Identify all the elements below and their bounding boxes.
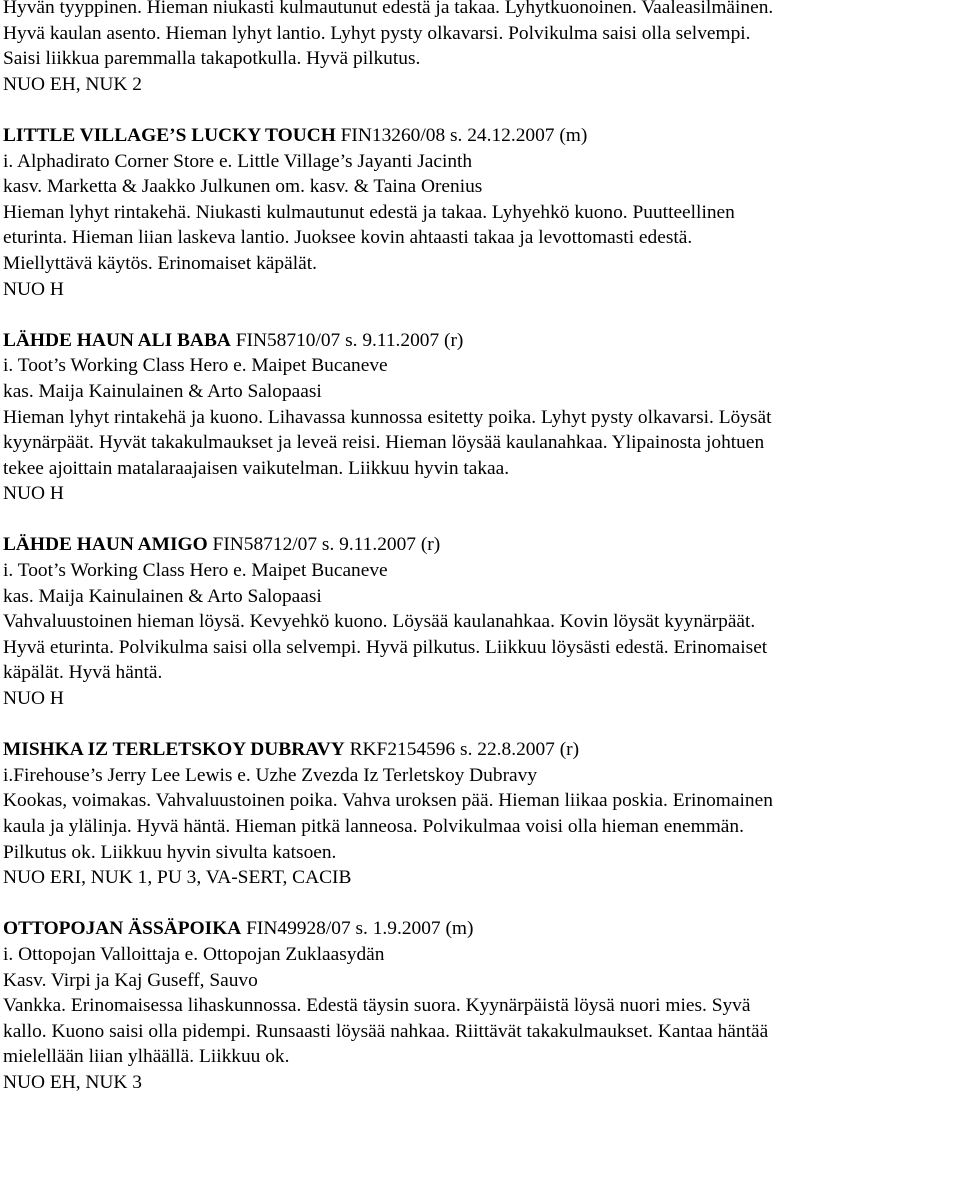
spacer: [3, 891, 958, 917]
critique-line: Vankka. Erinomaisessa lihaskunnossa. Edestä täysin suora. Kyynärpäistä löysä nuori mies. Syvä: [3, 995, 751, 1017]
breeder-line: kasv. Marketta & Jaakko Julkunen om. kasv. & Taina Orenius: [3, 176, 483, 198]
parents-line: i. Toot’s Working Class Hero e. Maipet Bucaneve: [3, 355, 388, 377]
critique-line: mielellään liian ylhäällä. Liikkuu ok.: [3, 1046, 290, 1068]
breeder-line: kas. Maija Kainulainen & Arto Salopaasi: [3, 585, 322, 607]
result-line: NUO H: [3, 278, 64, 300]
spacer: [3, 712, 958, 738]
critique-line: Pilkutus ok. Liikkuu hyvin sivulta katsoen.: [3, 841, 337, 863]
text-line: Hyvä kaulan asento. Hieman lyhyt lantio. Lyhyt pysty olkavarsi. Polvikulma saisi olla selvempi.: [3, 22, 751, 44]
dog-name: OTTOPOJAN ÄSSÄPOIKA: [3, 918, 242, 940]
dog-name: LÄHDE HAUN ALI BABA: [3, 329, 231, 351]
registration-info: RKF2154596 s. 22.8.2007 (r): [344, 739, 580, 761]
text-line: Hyvän tyyppinen. Hieman niukasti kulmautunut edestä ja takaa. Lyhytkuonoinen. Vaaleasilmäinen.: [3, 0, 774, 18]
entry-heading: [3, 737, 958, 763]
dog-entry: [3, 328, 958, 507]
entry-heading: [3, 123, 958, 149]
critique-line: eturinta. Hieman liian laskeva lantio. Juoksee kovin ahtaasti takaa ja levottomasti edestä.: [3, 227, 693, 249]
breeder-line: Kasv. Virpi ja Kaj Guseff, Sauvo: [3, 969, 258, 991]
critique-line: käpälät. Hyvä häntä.: [3, 662, 163, 684]
critique-line: Hyvä eturinta. Polvikulma saisi olla selvempi. Hyvä pilkutus. Liikkuu löysästi edestä. Erinomaiset: [3, 636, 768, 658]
parents-line: i. Toot’s Working Class Hero e. Maipet Bucaneve: [3, 560, 388, 582]
result-line: NUO ERI, NUK 1, PU 3, VA-SERT, CACIB: [3, 867, 352, 889]
text-line: Saisi liikkua paremmalla takapotkulla. Hyvä pilkutus.: [3, 48, 421, 70]
spacer: [3, 507, 958, 533]
dog-name: LITTLE VILLAGE’S LUCKY TOUCH: [3, 124, 336, 146]
dog-name: MISHKA IZ TERLETSKOY DUBRAVY: [3, 739, 345, 761]
spacer: [3, 302, 958, 328]
dog-entry: [3, 123, 958, 302]
critique-line: Hieman lyhyt rintakehä. Niukasti kulmautunut edestä ja takaa. Lyhyehkö kuono. Puutteellinen: [3, 201, 735, 223]
critique-line: kaula ja ylälinja. Hyvä häntä. Hieman pitkä lanneosa. Polvikulmaa voisi olla hieman enemmän.: [3, 816, 744, 837]
critique-line: tekee ajoittain matalaraajaisen vaikutelman. Liikkuu hyvin takaa.: [3, 457, 510, 479]
parents-line: i. Ottopojan Valloittaja e. Ottopojan Zuklaasydän: [3, 943, 385, 965]
critique-line: kallo. Kuono saisi olla pidempi. Runsaasti löysää nahkaa. Riittävät takakulmaukset. Kantaa häntää: [3, 1020, 769, 1042]
registration-info: FIN13260/08 s. 24.12.2007 (m): [335, 124, 588, 146]
critique-line: kyynärpäät. Hyvät takakulmaukset ja leveä reisi. Hieman löysää kaulanahkaa. Ylipainosta johtuen: [3, 432, 765, 454]
registration-info: FIN58712/07 s. 9.11.2007 (r): [207, 534, 441, 556]
dog-entry: [3, 532, 958, 711]
registration-info: FIN49928/07 s. 1.9.2007 (m): [241, 918, 474, 940]
parents-line: i.Firehouse’s Jerry Lee Lewis e. Uzhe Zvezda Iz Terletskoy Dubravy: [3, 764, 538, 786]
critique-line: Vahvaluustoinen hieman löysä. Kevyehkö kuono. Löysää kaulanahkaa. Kovin löysät kyynärpäät.: [3, 611, 756, 633]
result-line: NUO H: [3, 483, 64, 505]
critique-line: Miellyttävä käytös. Erinomaiset käpälät.: [3, 252, 317, 274]
breeder-line: kas. Maija Kainulainen & Arto Salopaasi: [3, 380, 322, 402]
critique-line: Hieman lyhyt rintakehä ja kuono. Lihavassa kunnossa esitetty poika. Lyhyt pysty olkavarsi. Löysät: [3, 406, 772, 428]
critique-line: Kookas, voimakas. Vahvaluustoinen poika. Vahva uroksen pää. Hieman liikaa poskia. Erinomainen: [3, 790, 773, 812]
dog-name: LÄHDE HAUN AMIGO: [3, 534, 208, 556]
spacer: [3, 97, 958, 123]
dog-entry: [3, 916, 958, 1095]
entry-heading: [3, 328, 958, 354]
document-page: [3, 0, 958, 1096]
result-line: NUO H: [3, 688, 64, 710]
result-line: NUO EH, NUK 2: [3, 73, 142, 95]
entry-heading: [3, 916, 958, 942]
result-line: NUO EH, NUK 3: [3, 1071, 142, 1093]
entry-heading: [3, 532, 958, 558]
dog-entry: [3, 737, 958, 891]
parents-line: i. Alphadirato Corner Store e. Little Village’s Jayanti Jacinth: [3, 150, 473, 172]
registration-info: FIN58710/07 s. 9.11.2007 (r): [230, 329, 464, 351]
intro-block: [3, 0, 958, 97]
